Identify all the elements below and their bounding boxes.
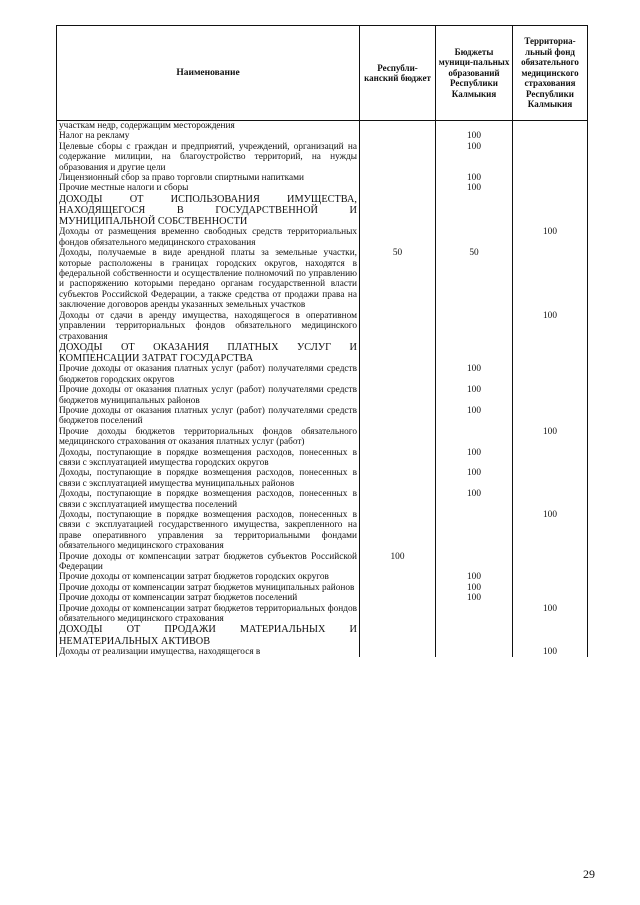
table-row	[57, 604, 588, 625]
table-row	[57, 510, 588, 552]
cell-municipal-budgets	[436, 647, 513, 657]
cell-republic-budget	[360, 311, 436, 342]
table-row	[57, 427, 588, 448]
cell-republic-budget	[360, 385, 436, 406]
cell-municipal-budgets	[436, 227, 513, 248]
header-republic-budget: Республи-канский бюджет	[360, 26, 436, 121]
cell-territorial-fund	[513, 173, 588, 183]
cell-municipal-budgets: 100	[436, 131, 513, 141]
cell-municipal-budgets	[436, 311, 513, 342]
cell-territorial-fund: 100	[513, 510, 588, 552]
header-municipal-budgets: Бюджеты муници-пальных образований Республики Калмыкия	[436, 26, 513, 121]
cell-territorial-fund	[513, 194, 588, 228]
cell-republic-budget	[360, 583, 436, 593]
row-name: Доходы, поступающие в порядке возмещения расходов, понесенных в связи с эксплуатацией имущества поселений	[57, 489, 360, 510]
cell-republic-budget: 50	[360, 248, 436, 310]
table-row	[57, 385, 588, 406]
cell-republic-budget	[360, 364, 436, 385]
cell-municipal-budgets: 100	[436, 583, 513, 593]
cell-municipal-budgets: 100	[436, 448, 513, 469]
table-row	[57, 342, 588, 364]
cell-republic-budget	[360, 121, 436, 132]
table-row	[57, 194, 588, 228]
table-row	[57, 583, 588, 593]
cell-municipal-budgets	[436, 194, 513, 228]
revenue-distribution-table	[56, 25, 588, 657]
row-name: Прочие доходы от компенсации затрат бюджетов территориальных фондов обязательного медицинского страхования	[57, 604, 360, 625]
cell-municipal-budgets: 100	[436, 406, 513, 427]
table-row	[57, 142, 588, 173]
table-row	[57, 248, 588, 310]
row-name: Доходы, поступающие в порядке возмещения расходов, понесенных в связи с эксплуатацией имущества муниципальных районов	[57, 468, 360, 489]
header-name: Наименование	[57, 26, 360, 121]
row-name: Доходы от размещения временно свободных средств территориальных фондов обязательного медицинского страхования	[57, 227, 360, 248]
cell-republic-budget	[360, 510, 436, 552]
row-name: Доходы, поступающие в порядке возмещения расходов, понесенных в связи с эксплуатацией государственного имущества, закрепленного на праве оперативного управления за территориальными фондами обязательного медицинского страхования	[57, 510, 360, 552]
row-name: Прочие доходы бюджетов территориальных фондов обязательного медицинского страхования от оказания платных услуг (работ)	[57, 427, 360, 448]
row-name: Прочие доходы от компенсации затрат бюджетов поселений	[57, 593, 360, 603]
cell-republic-budget	[360, 448, 436, 469]
cell-territorial-fund	[513, 131, 588, 141]
table-row	[57, 227, 588, 248]
cell-municipal-budgets: 100	[436, 385, 513, 406]
cell-territorial-fund	[513, 593, 588, 603]
cell-municipal-budgets	[436, 552, 513, 573]
cell-republic-budget	[360, 406, 436, 427]
section-heading: ДОХОДЫ ОТ ПРОДАЖИ МАТЕРИАЛЬНЫХ И НЕМАТЕРИАЛЬНЫХ АКТИВОВ	[57, 624, 360, 646]
cell-republic-budget	[360, 604, 436, 625]
row-name: Прочие доходы от оказания платных услуг (работ) получателями средств бюджетов муниципальных районов	[57, 385, 360, 406]
table-row	[57, 406, 588, 427]
cell-municipal-budgets	[436, 427, 513, 448]
cell-republic-budget	[360, 131, 436, 141]
page-number: 29	[583, 867, 595, 881]
cell-territorial-fund	[513, 624, 588, 646]
cell-municipal-budgets: 100	[436, 468, 513, 489]
table-row	[57, 364, 588, 385]
cell-territorial-fund: 100	[513, 647, 588, 657]
row-name: Прочие доходы от компенсации затрат бюджетов муниципальных районов	[57, 583, 360, 593]
cell-republic-budget	[360, 489, 436, 510]
row-name: Лицензионный сбор за право торговли спиртными напитками	[57, 173, 360, 183]
cell-municipal-budgets: 100	[436, 364, 513, 385]
row-name: Прочие доходы от оказания платных услуг (работ) получателями средств бюджетов городских округов	[57, 364, 360, 385]
cell-territorial-fund: 100	[513, 227, 588, 248]
row-name: Налог на рекламу	[57, 131, 360, 141]
cell-republic-budget	[360, 572, 436, 582]
cell-municipal-budgets: 100	[436, 572, 513, 582]
cell-territorial-fund	[513, 406, 588, 427]
cell-republic-budget	[360, 194, 436, 228]
cell-municipal-budgets: 50	[436, 248, 513, 310]
table-row	[57, 311, 588, 342]
cell-territorial-fund: 100	[513, 311, 588, 342]
cell-republic-budget	[360, 183, 436, 193]
cell-republic-budget	[360, 647, 436, 657]
cell-municipal-budgets: 100	[436, 183, 513, 193]
row-name: участкам недр, содержащим месторождения	[57, 121, 360, 132]
row-name: Целевые сборы с граждан и предприятий, учреждений, организаций на содержание милиции, на благоустройство территорий, на нужды образования и другие цели	[57, 142, 360, 173]
table-row	[57, 131, 588, 141]
cell-territorial-fund	[513, 448, 588, 469]
row-name: Прочие местные налоги и сборы	[57, 183, 360, 193]
header-territorial-fund: Территориа-льный фонд обязательного медицинского страхования Республики Калмыкия	[513, 26, 588, 121]
cell-territorial-fund	[513, 364, 588, 385]
cell-municipal-budgets: 100	[436, 173, 513, 183]
cell-territorial-fund: 100	[513, 427, 588, 448]
row-name: Доходы от реализации имущества, находящегося в	[57, 647, 360, 657]
cell-republic-budget	[360, 427, 436, 448]
cell-territorial-fund	[513, 385, 588, 406]
cell-republic-budget: 100	[360, 552, 436, 573]
cell-republic-budget	[360, 593, 436, 603]
table-row	[57, 552, 588, 573]
table-body	[57, 121, 588, 658]
cell-territorial-fund	[513, 572, 588, 582]
table-row	[57, 183, 588, 193]
cell-territorial-fund	[513, 583, 588, 593]
cell-republic-budget	[360, 468, 436, 489]
row-name: Прочие доходы от оказания платных услуг (работ) получателями средств бюджетов поселений	[57, 406, 360, 427]
cell-municipal-budgets	[436, 624, 513, 646]
section-heading: ДОХОДЫ ОТ ОКАЗАНИЯ ПЛАТНЫХ УСЛУГ И КОМПЕНСАЦИИ ЗАТРАТ ГОСУДАРСТВА	[57, 342, 360, 364]
table-row	[57, 647, 588, 657]
cell-municipal-budgets	[436, 342, 513, 364]
row-name: Доходы от сдачи в аренду имущества, находящегося в оперативном управлении территориальных фондов обязательного медицинского страхования	[57, 311, 360, 342]
cell-municipal-budgets	[436, 510, 513, 552]
table-row	[57, 593, 588, 603]
cell-republic-budget	[360, 342, 436, 364]
table-row	[57, 173, 588, 183]
cell-territorial-fund	[513, 142, 588, 173]
cell-republic-budget	[360, 227, 436, 248]
table-row	[57, 468, 588, 489]
cell-municipal-budgets: 100	[436, 489, 513, 510]
row-name: Прочие доходы от компенсации затрат бюджетов субъектов Российской Федерации	[57, 552, 360, 573]
cell-territorial-fund	[513, 342, 588, 364]
cell-municipal-budgets: 100	[436, 593, 513, 603]
cell-republic-budget	[360, 624, 436, 646]
table-row	[57, 448, 588, 469]
cell-territorial-fund	[513, 489, 588, 510]
table-row	[57, 489, 588, 510]
section-heading: ДОХОДЫ ОТ ИСПОЛЬЗОВАНИЯ ИМУЩЕСТВА, НАХОДЯЩЕГОСЯ В ГОСУДАРСТВЕННОЙ И МУНИЦИПАЛЬНОЙ СОБСТВЕННОСТИ	[57, 194, 360, 228]
table-row	[57, 572, 588, 582]
table-row	[57, 624, 588, 646]
row-name: Доходы, поступающие в порядке возмещения расходов, понесенных в связи с эксплуатацией имущества городских округов	[57, 448, 360, 469]
cell-territorial-fund	[513, 121, 588, 132]
table-row	[57, 121, 588, 132]
cell-territorial-fund	[513, 183, 588, 193]
cell-municipal-budgets: 100	[436, 142, 513, 173]
cell-territorial-fund	[513, 552, 588, 573]
cell-territorial-fund: 100	[513, 604, 588, 625]
cell-municipal-budgets	[436, 604, 513, 625]
cell-republic-budget	[360, 142, 436, 173]
row-name: Прочие доходы от компенсации затрат бюджетов городских округов	[57, 572, 360, 582]
table-header	[57, 26, 588, 121]
row-name: Доходы, получаемые в виде арендной платы за земельные участки, которые расположены в границах городских округов, находятся в федеральной собственности и осуществление полномочий по управлению и распоряжению которыми передано органам государственной власти субъектов Российской Федерации, а также средства от продажи права на заключение договоров аренды указанных земельных участков	[57, 248, 360, 310]
cell-republic-budget	[360, 173, 436, 183]
cell-municipal-budgets	[436, 121, 513, 132]
cell-territorial-fund	[513, 248, 588, 310]
cell-territorial-fund	[513, 468, 588, 489]
